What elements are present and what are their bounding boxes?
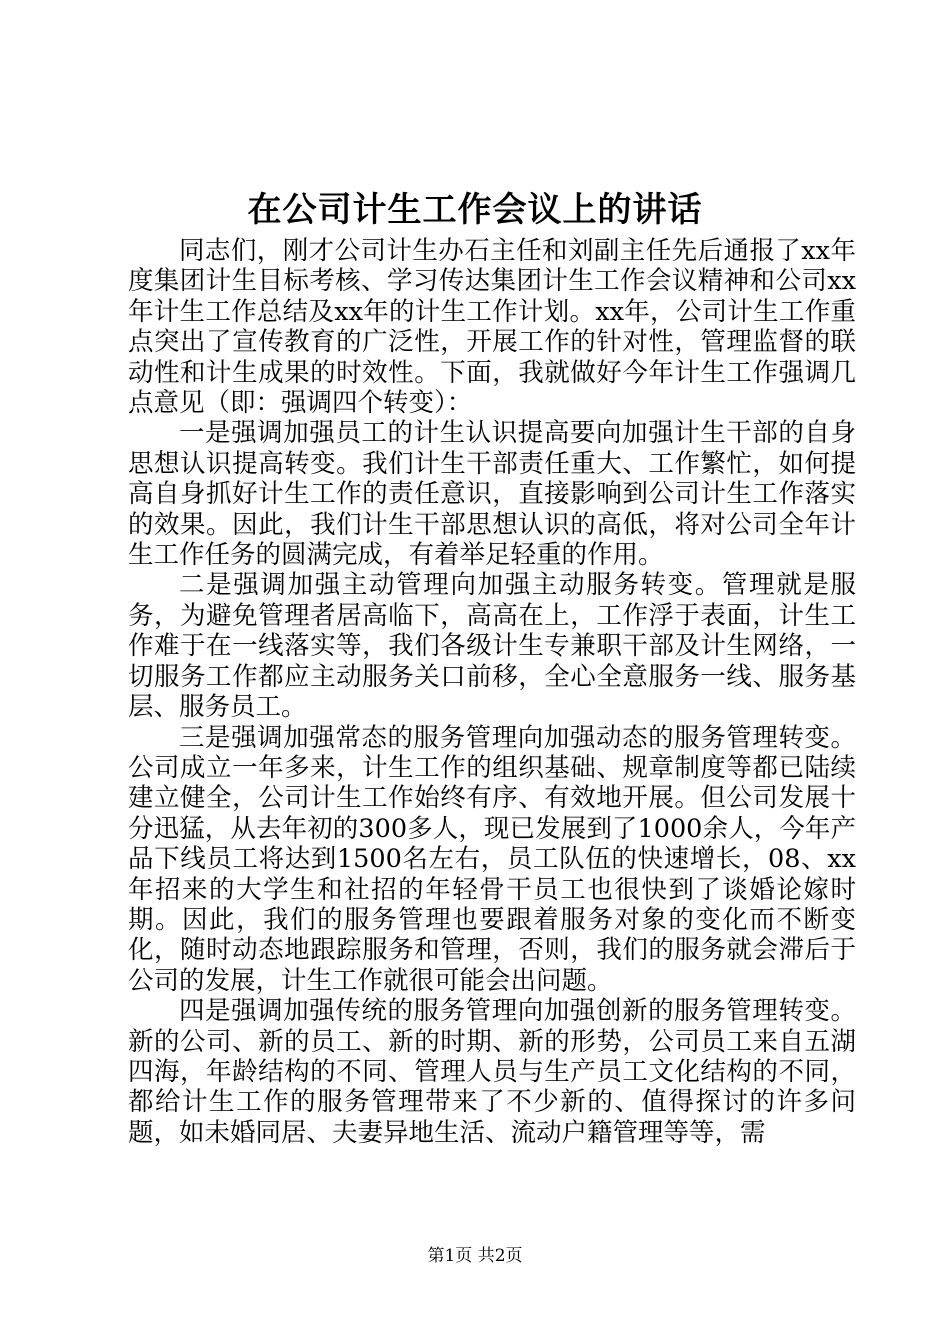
document-title: 在公司计生工作会议上的讲话: [247, 190, 703, 230]
paragraph-intro: 同志们，刚才公司计生办石主任和刘副主任先后通报了xx年度集团计生目标考核、学习传达集团计生工作会议精神和公司xx年计生工作总结及xx年的计生工作计划。xx年，公司计生工作重点突出了宣传教育的广泛性，开展工作的针对性，管理监督的联动性和计生成果的时效性。下面，我就做好今年计生工作强调几点意见（即：强调四个转变）：: [128, 236, 856, 419]
paragraph-point-four: 四是强调加强传统的服务管理向加强创新的服务管理转变。新的公司、新的员工、新的时期、新的形势，公司员工来自五湖四海，年龄结构的不同、管理人员与生产员工文化结构的不同，都给计生工作的服务管理带来了不少新的、值得探讨的许多问题，如未婚同居、夫妻异地生活、流动户籍管理等等，需: [128, 996, 856, 1148]
page-number-footer: 第1页 共2页: [427, 1246, 523, 1266]
paragraph-point-three: 三是强调加强常态的服务管理向加强动态的服务管理转变。公司成立一年多来，计生工作的组织基础、规章制度等都已陆续建立健全，公司计生工作始终有序、有效地开展。但公司发展十分迅猛，从去年初的300多人，现已发展到了1000余人，今年产品下线员工将达到1500名左右，员工队伍的快速增长，08、xx年招来的大学生和社招的年轻骨干员工也很快到了谈婚论嫁时期。因此，我们的服务管理也要跟着服务对象的变化而不断变化，随时动态地跟踪服务和管理，否则，我们的服务就会滞后于公司的发展，计生工作就很可能会出问题。: [128, 722, 856, 996]
document-body: [128, 236, 856, 1148]
paragraph-point-one: 一是强调加强员工的计生认识提高要向加强计生干部的自身思想认识提高转变。我们计生干部责任重大、工作繁忙，如何提高自身抓好计生工作的责任意识，直接影响到公司计生工作落实的效果。因此，我们计生干部思想认识的高低，将对公司全年计生工作任务的圆满完成，有着举足轻重的作用。: [128, 418, 856, 571]
paragraph-point-two: 二是强调加强主动管理向加强主动服务转变。管理就是服务，为避免管理者居高临下，高高在上，工作浮于表面，计生工作难于在一线落实等，我们各级计生专兼职干部及计生网络，一切服务工作都应主动服务关口前移，全心全意服务一线、服务基层、服务员工。: [128, 570, 856, 723]
